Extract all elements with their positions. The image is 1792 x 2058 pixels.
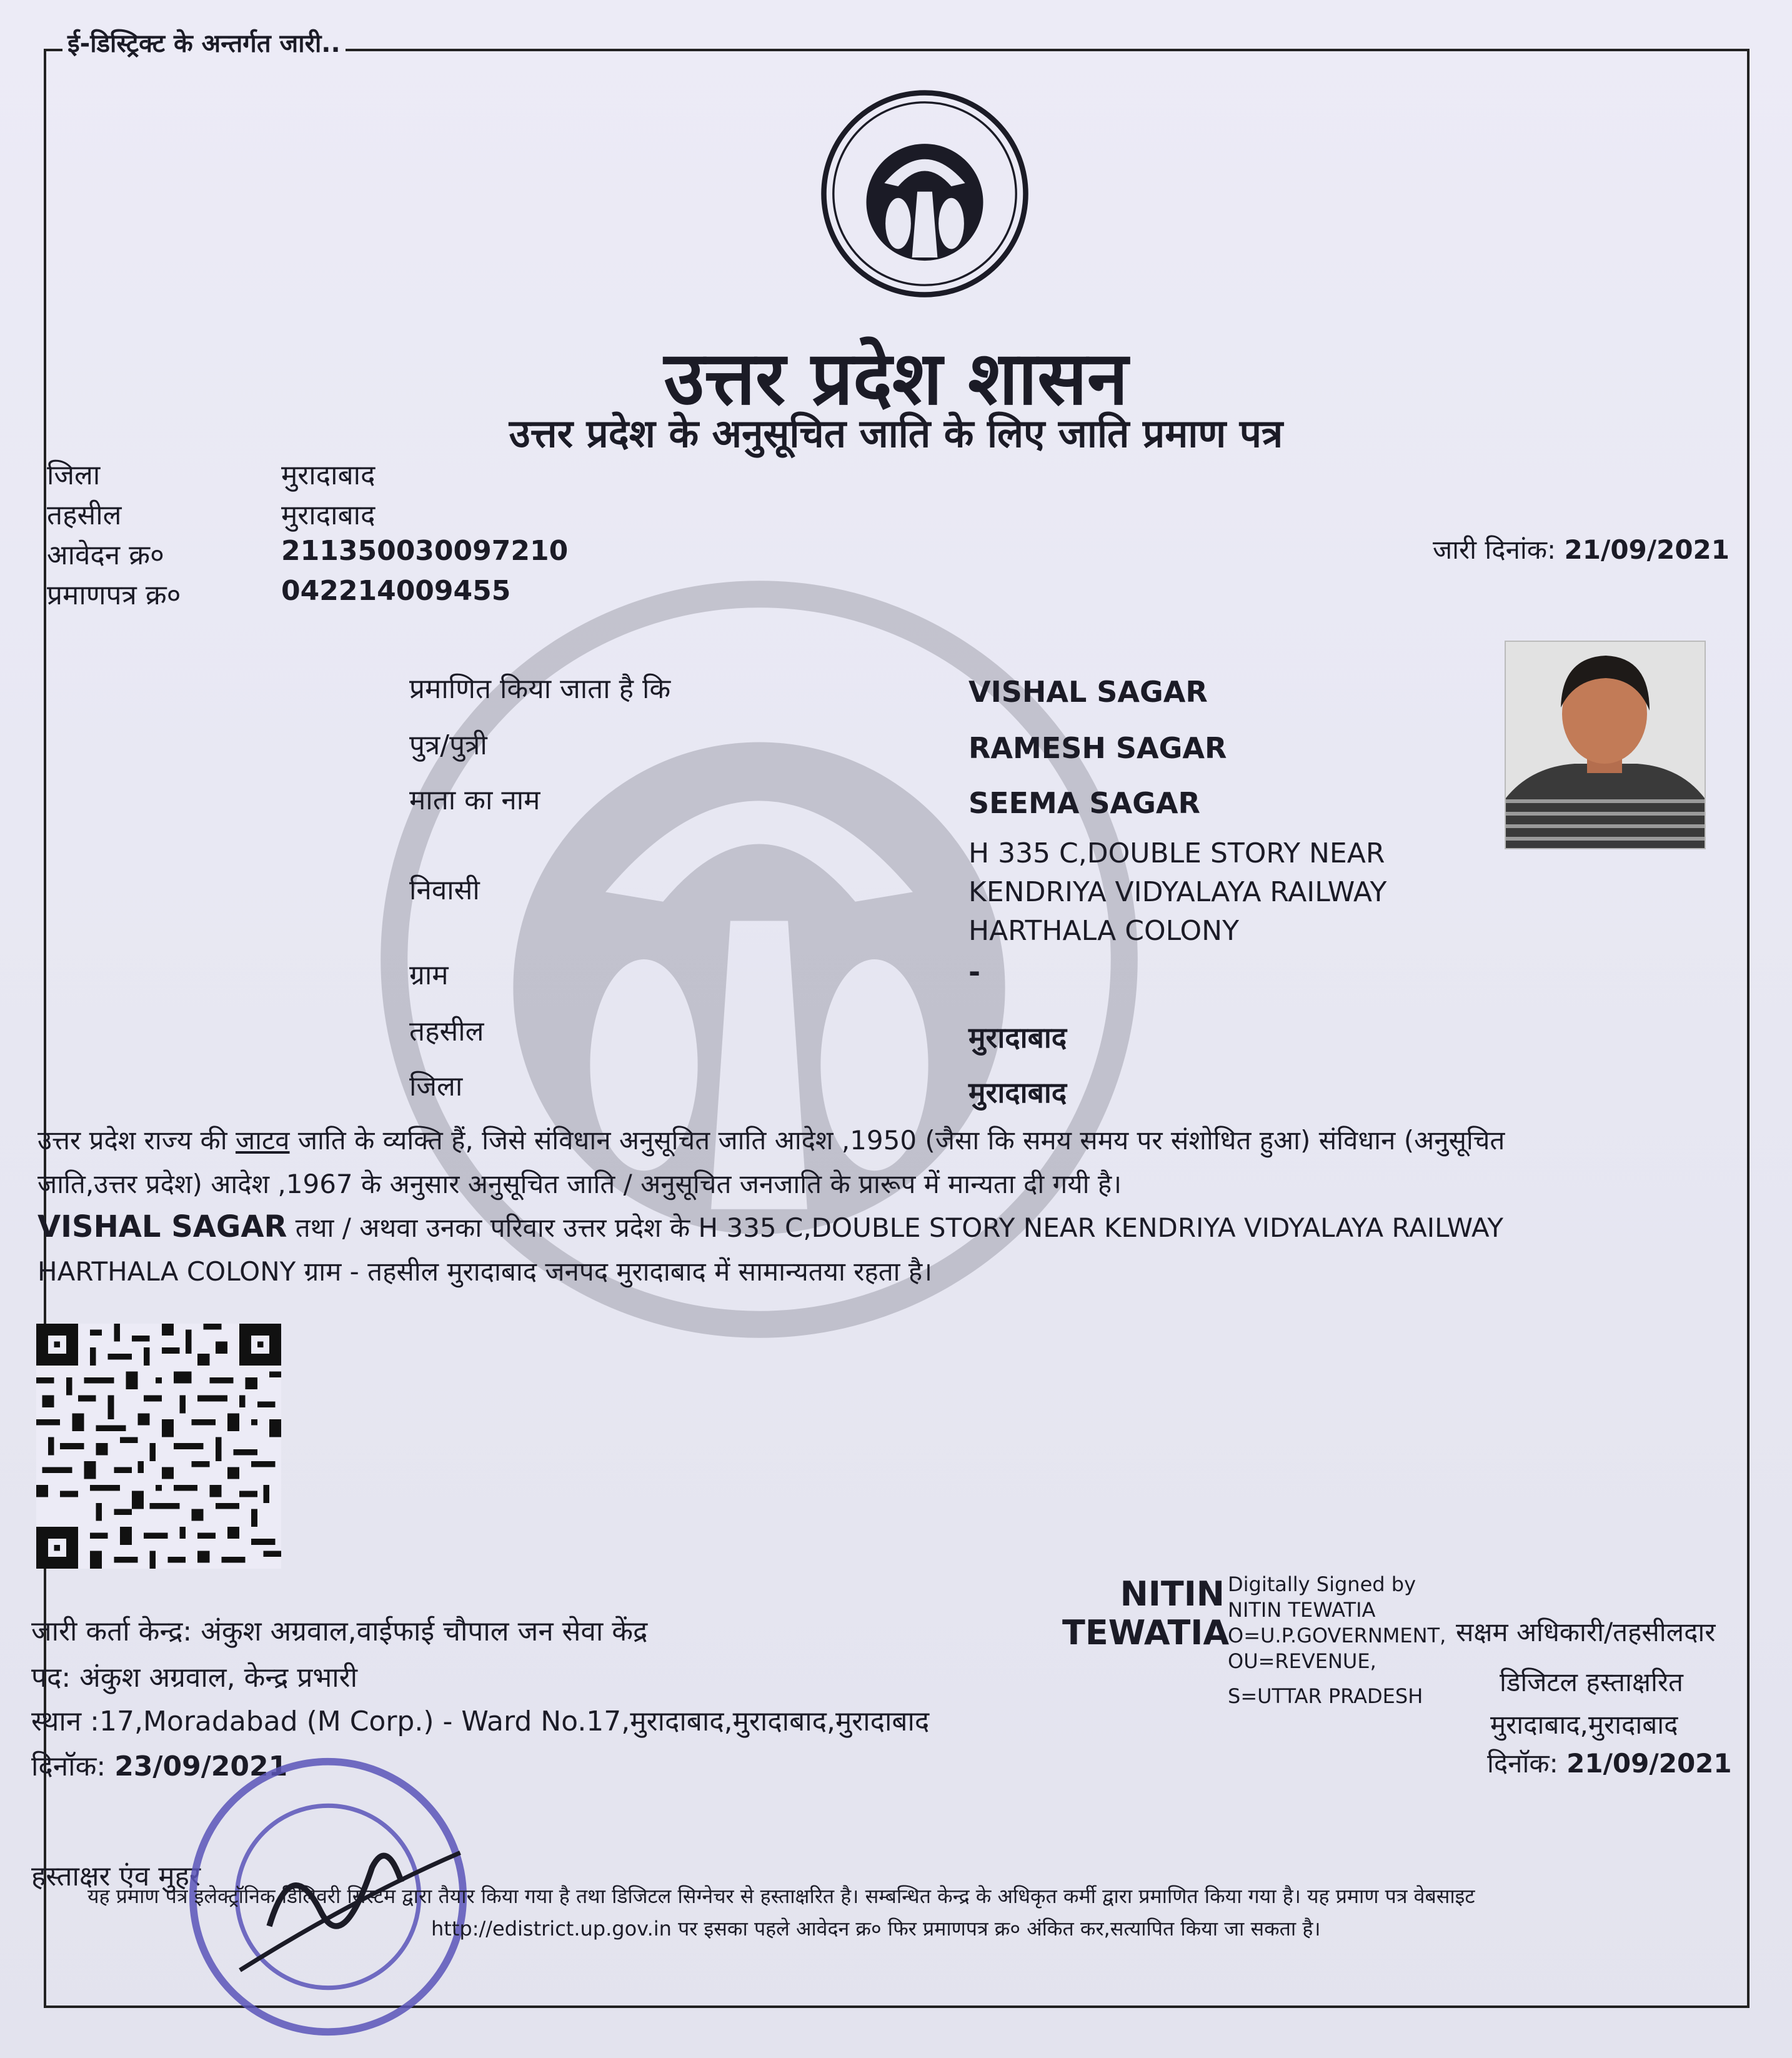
issue-date: [1433, 531, 1730, 567]
digital-signature-meta: [1228, 1572, 1446, 1674]
issue-date-label: जारी दिनांक:: [1432, 534, 1556, 565]
issuer-centre: जारी कर्ता केन्द्र: अंकुश अग्रवाल,वाईफाई चौपाल जन सेवा केंद्र: [31, 1616, 648, 1647]
sign-meta-line-2: NITIN TEWATIA: [1228, 1597, 1376, 1622]
certificate-subtitle: उत्तर प्रदेश के अनुसूचित जाति के लिए जाति प्रमाण पत्र: [509, 411, 1283, 456]
issuer-date-value: 23/09/2021: [114, 1751, 288, 1782]
village-value: -: [968, 955, 981, 989]
para-text-1a: उत्तर प्रदेश राज्य की: [37, 1125, 236, 1156]
up-government-emblem-icon: [819, 87, 1031, 300]
signature-seal-label: हस्ताक्षर एंव मुहर: [31, 1861, 201, 1892]
qr-code-icon: [36, 1324, 281, 1569]
signer-role: सक्षम अधिकारी/तहसीलदार: [1456, 1617, 1716, 1647]
issue-date-value: 21/09/2021: [1564, 534, 1730, 565]
meta-district-label: जिला: [47, 459, 101, 491]
meta-tehsil-label: तहसील: [47, 499, 122, 531]
resident-label: निवासी: [409, 874, 480, 906]
para-text-3: तथा / अथवा उनका परिवार उत्तर प्रदेश के H 335 C,DOUBLE STORY NEAR KENDRIYA VIDYALAYA RAILWAY: [287, 1212, 1503, 1243]
header-note: ई-डिस्ट्रिक्ट के अन्तर्गत जारी..: [62, 25, 346, 59]
parent-label: पुत्र/पुत्री: [409, 729, 487, 761]
sign-meta-line-1: Digitally Signed by: [1228, 1572, 1416, 1596]
tehsil-value: मुरादाबाद: [968, 1021, 1067, 1054]
sign-meta-line-4: OU=REVENUE,: [1228, 1649, 1376, 1673]
village-label: ग्राम: [409, 959, 449, 991]
sign-meta-state: S=UTTAR PRADESH: [1228, 1684, 1423, 1708]
signer-location: मुरादाबाद,मुरादाबाद: [1490, 1709, 1678, 1740]
district-label: जिला: [409, 1071, 463, 1102]
para-text-1b: जाति के व्यक्ति हैं, जिसे संविधान अनुसूचित जाति आदेश ,1950 (जैसा कि समय समय पर संशोधित हुआ) संविधान (अनुसूचित: [289, 1125, 1505, 1156]
signer-date-label: दिनॉक:: [1487, 1748, 1558, 1779]
issuer-date-label: दिनॉक:: [31, 1751, 106, 1782]
address-line-2: KENDRIYA VIDYALAYA RAILWAY: [968, 876, 1387, 908]
signer-date-value: 21/09/2021: [1566, 1748, 1732, 1779]
mother-label: माता का नाम: [409, 784, 540, 816]
address-line-1: H 335 C,DOUBLE STORY NEAR: [968, 837, 1385, 869]
sign-meta-line-3: O=U.P.GOVERNMENT,: [1228, 1623, 1446, 1647]
footer-line-1: यह प्रमाण पत्र इलेक्ट्रॉनिक डिलिवरी सिस्टम द्वारा तैयार किया गया है तथा डिजिटल सिग्नेचर से हस्ताक्षरित है। सम्बन्धित केन्द्र के अधिकृत कर्मी द्वारा प्रमाणित किया गया है। यह प्रमाण पत्र वेबसाइट: [87, 1884, 1475, 1908]
para-applicant-name: VISHAL SAGAR: [37, 1209, 287, 1244]
caste-name: जाटव: [235, 1125, 290, 1156]
parent-name: RAMESH SAGAR: [968, 731, 1227, 765]
signer-date: [1487, 1745, 1732, 1781]
digitally-signed-label: डिजिटल हस्ताक्षरित: [1500, 1667, 1683, 1697]
person-photo-icon: [1506, 642, 1705, 848]
certificate-paragraph-line-3: [37, 1209, 1725, 1245]
applicant-photo: [1505, 641, 1706, 849]
address-line-3: HARTHALA COLONY: [968, 915, 1239, 947]
certified-label: प्रमाणित किया जाता है कि: [409, 673, 671, 705]
meta-district-value: मुरादाबाद: [281, 459, 376, 491]
applicant-name: VISHAL SAGAR: [968, 675, 1208, 709]
meta-application-number: 211350030097210: [281, 535, 569, 567]
district-value: मुरादाबाद: [968, 1076, 1067, 1109]
certificate-paragraph-line-1: [37, 1122, 1725, 1157]
signer-name-line-1: NITIN: [1120, 1574, 1225, 1614]
page-title: उत्तर प्रदेश शासन: [664, 335, 1128, 421]
meta-certificate-label: प्रमाणपत्र क्र०: [47, 579, 181, 611]
issuer-place: स्थान :17,Moradabad (M Corp.) - Ward No.17,मुरादाबाद,मुरादाबाद,मुरादाबाद: [31, 1706, 930, 1737]
meta-certificate-number: 042214009455: [281, 575, 511, 607]
issuer-post: पद: अंकुश अग्रवाल, केन्द्र प्रभारी: [31, 1662, 358, 1694]
signer-name-line-2: TEWATIA: [1062, 1613, 1230, 1653]
certificate-paragraph-line-2: जाति,उत्तर प्रदेश) आदेश ,1967 के अनुसार अनुसूचित जाति / अनुसूचित जनजाति के प्रारूप में मान्यता दी गयी है।: [37, 1169, 1122, 1199]
meta-tehsil-value: मुरादाबाद: [281, 499, 376, 531]
signer-name: [1062, 1574, 1230, 1653]
meta-application-label: आवेदन क्र०: [47, 539, 164, 571]
tehsil-label: तहसील: [409, 1016, 484, 1047]
footer-line-2: http://edistrict.up.gov.in पर इसका पहले आवेदन क्र० फिर प्रमाणपत्र क्र० अंकित कर,सत्यापित किया जा सकता है।: [431, 1917, 1321, 1941]
mother-name: SEEMA SAGAR: [968, 786, 1200, 820]
certificate-paragraph-line-4: HARTHALA COLONY ग्राम - तहसील मुरादाबाद जनपद मुरादाबाद में सामान्यतया रहता है।: [37, 1256, 933, 1287]
